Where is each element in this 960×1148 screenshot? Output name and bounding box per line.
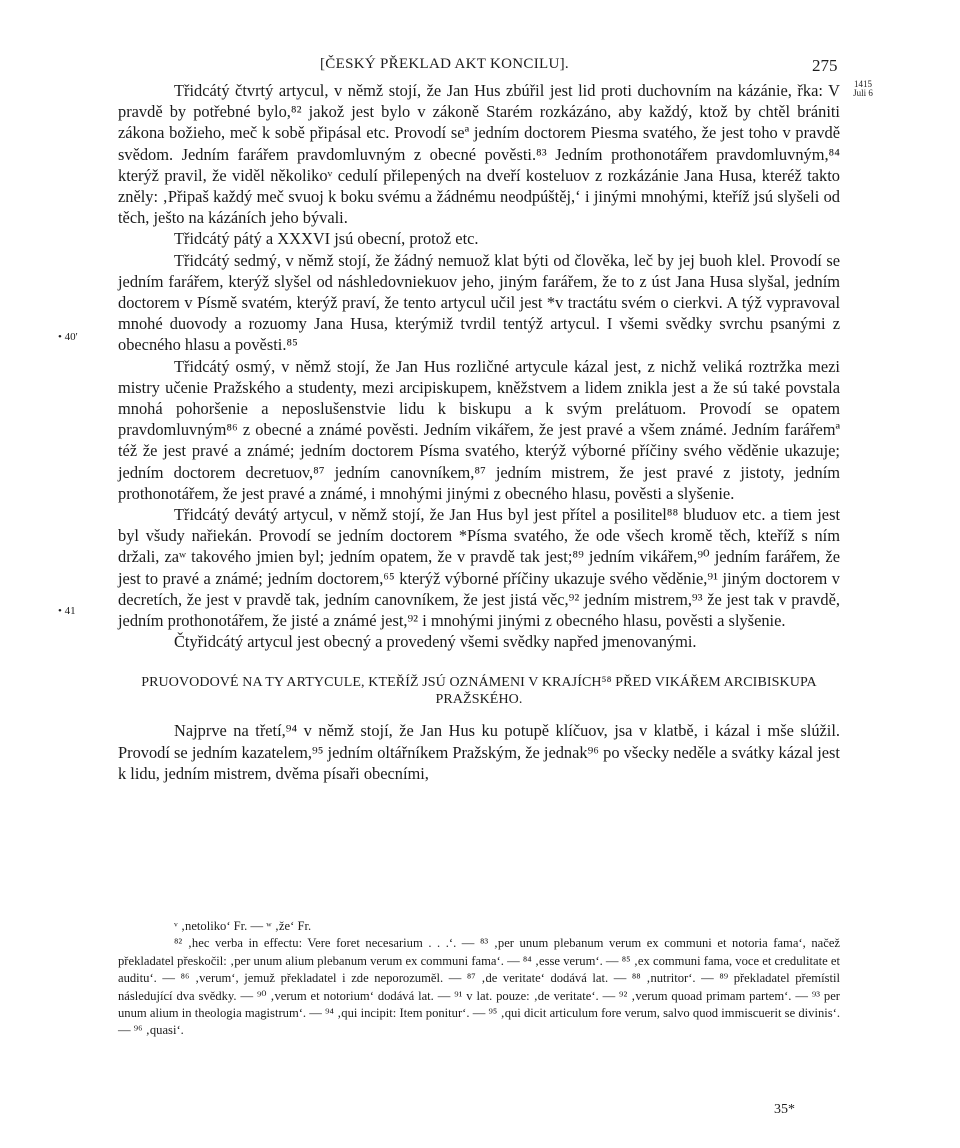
footnote-variants: ᵛ ‚netoliko‘ Fr. — ʷ ‚že‘ Fr. <box>174 919 312 933</box>
paragraph-article-37: Třidcátý sedmý, v němž stojí, že žádný nemuož klat býti od člověka, leč by jej buoh klel. Provodí se jedním farářem, kterýž slyšel od náshledovniekuov jeho, jiným farářem, že to z úst Jana Husa slyšal, jedním doctorem v Písmě svatém, kterýž praví, že tento artycul učil jest *v tractátu svém o cierkvi. A týž vypravoval mnohé duovody a rozuomy Jana Husa, kterýmiž tvrdil tentýž artycul. I všemi svědky svrchu psanými z obecného hlasu a pověsti.⁸⁵ <box>118 250 840 355</box>
margin-ref-41: • 41 <box>58 605 76 617</box>
paragraph-proofs: Najprve na třetí,⁹⁴ v němž stojí, že Jan Hus ku potupě klíčuov, jsa v klatbě, i kázal i mše slúžil. Provodí se jedním kazatelem,⁹⁵ jedním oltářníkem Pražským, že jednak⁹⁶ po všecky neděle a svátky kázal jest k lidu, jedním mistrem, dvěma písaři obecními, <box>118 721 840 783</box>
printer-signature: 35* <box>774 1102 795 1117</box>
margin-ref-40: • 40' <box>58 331 78 343</box>
footnote-notes: ⁸² ‚hec verba in effectu: Vere foret necesarium . . .‘. — ⁸³ ‚per unum plebanum verum ex communi et notoria fama‘, načež překladatel přeskočil: ‚per unum alium plebanum verum ex communi fama‘. — ⁸⁴ ‚esse verum‘. — ⁸⁵ ‚ex communi fama, voce et credulitate et auditu‘. — ⁸⁶ ‚verum‘, jemuž překladatel i zde neporozuměl. — ⁸⁷ ‚de veritate‘ dodává lat. — ⁸⁸ ‚nutritor‘. — ⁸⁹ překladatel přemístil následující dva svědky. — ⁹⁰ ‚verum et notorium‘ dodává lat. — ⁹¹ v lat. pouze: ‚de veritate‘. — ⁹² ‚verum quoad primam partem‘. — ⁹³ per unum alium in theologia magistrum‘. — ⁹⁴ ‚qui incipit: Item ponitur‘. — ⁹⁵ ‚qui dicit articulum fore verum, salvo quod immiscuerit se divinis‘. — ⁹⁶ ‚quasi‘. <box>118 936 840 1038</box>
paragraph-article-39: Třidcátý devátý artycul, v němž stojí, že Jan Hus byl jest přítel a posilitel⁸⁸ bluduov etc. a tiem jest byl všudy nařiekán. Provodí se jedním doctorem *Písma svatého, že ode všech kromě těch, kteříž s ním držali, zaʷ takového jmien byl; jedním opatem, že v pravdě tak jest;⁸⁹ jedním vikářem,⁹⁰ jedním farářem, že jest to pravé a známé; jedním doctorem,⁶⁵ kterýž výborné příčiny ukazuje svého věděnie,⁹¹ jiným doctorem v decretích, že jest v pravdě tak, jedním canovníkem, že jest jistá věc,⁹² jedním mistrem,⁹³ že jest tak v pravdě, jedním prothonotářem, že jisté a známé jest,⁹² i mnohými jinými z obecného hlasu, pověsti a slyšenie. <box>118 505 840 631</box>
margin-date-year: 1415 <box>854 79 872 89</box>
page-number: 275 <box>812 56 838 75</box>
section-heading: PRUOVODOVÉ NA TY ARTYCULE, KTEŘÍŽ JSÚ OZNÁMENI V KRAJÍCH⁵⁸ PŘED VIKÁŘEM ARCIBISKUPA PRAŽSKÉHO. <box>141 675 817 708</box>
margin-date <box>846 80 880 98</box>
paragraph-article-38: Třidcátý osmý, v němž stojí, že Jan Hus rozličné artycule kázal jest, z nichž veliká roztržka mezi mistry učenie Pražského a studenty, mezi arcipiskupem, kněžstvem a lidem znikla jest a že sú také povstala mnohá pohoršenie a neposlušenstvie lidu k biskupu a k svým prelátuom. Provodí se opatem pravdomluvným⁸⁶ z obecné a známé pověsti. Jedním vikářem, že jest pravé a všem známé. Jedním farářemª též že jest pravé a známé; jedním doctorem Písma svatého, kterýž výborné příčiny svého věděnie ukazuje; jedním doctorem decretuov,⁸⁷ jedním canovníkem,⁸⁷ jedním mistrem, že jest pravé z jistoty, jedním prothonotářem, že jest pravé a známé, i mnohými jinými z obecného hlasu, pověsti a slyšenie. <box>118 356 840 503</box>
running-head: [ČESKÝ PŘEKLAD AKT KONCILU]. <box>320 56 569 72</box>
main-text <box>118 80 840 784</box>
paragraph-article-35-36: Třidcátý pátý a XXXVI jsú obecní, protož etc. <box>174 229 479 249</box>
margin-date-day: Juli 6 <box>853 88 873 98</box>
footnotes <box>118 918 840 1040</box>
paragraph-article-40: Čtyřidcátý artycul jest obecný a provedený všemi svědky napřed jmenovanými. <box>174 632 697 652</box>
paragraph-article-34: Třidcátý čtvrtý artycul, v němž stojí, že Jan Hus zbúřil jest lid proti duchovním na kázánie, řka: V pravdě by potřebné bylo,⁸² jakož jest bylo v zákoně Starém rozkázáno, aby každý, ktož by chtěl brániti zákona božieho, meč k sobě připásal etc. Provodí seª jedním doctorem Piesma svatého, že jest toho v pravdě svědom. Jedním farářem pravdomluvným z obecné pověsti.⁸³ Jedním prothonotářem pravdomluvným,⁸⁴ kterýž pravil, že viděl několikoᵛ cedulí přilepených na dveří kosteluov z rozkázánie Jana Husa, kteréž takto zněly: ‚Připaš každý meč svuoj k boku svému a žádnému neodpúštěj,‘ i jinými mnohými, kteříž jsú slyšeli od těch, ješto na kázáních jeho bývali. <box>118 81 840 228</box>
